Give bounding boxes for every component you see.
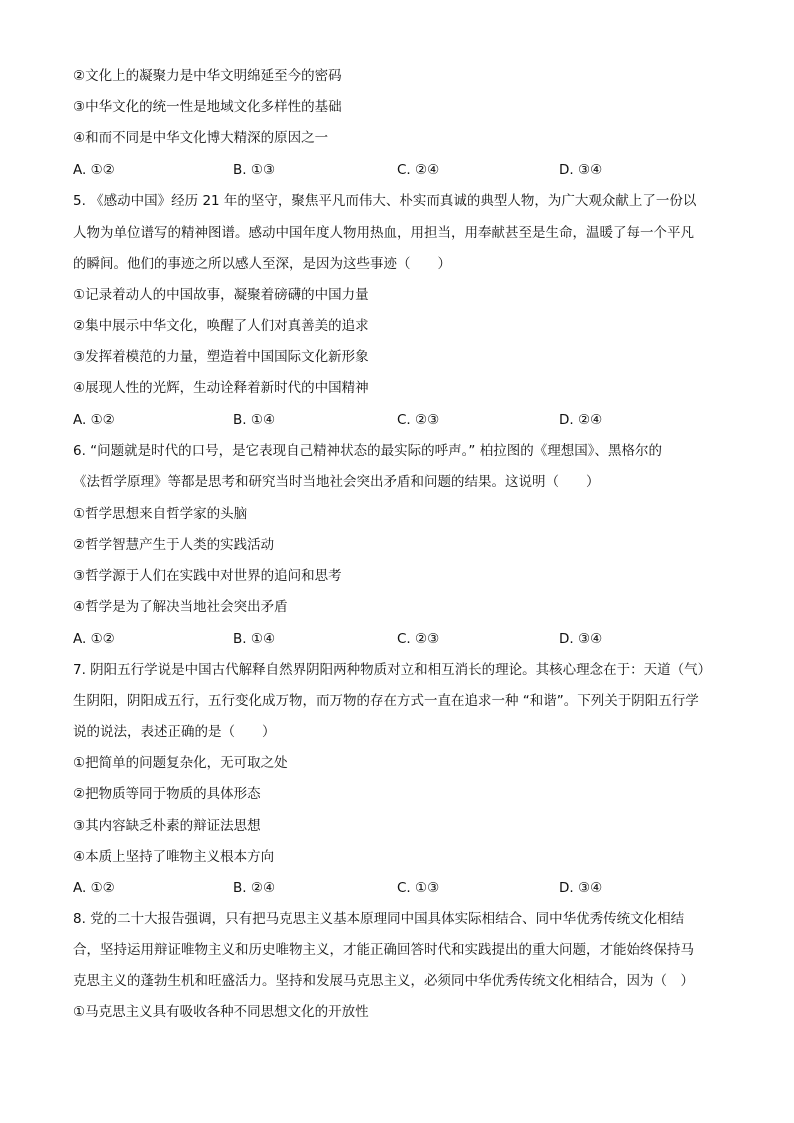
q5-stem-line-1: 5. 《感动中国》经历 21 年的坚守，聚焦平凡而伟大、朴实而真诚的典型人物，为广大观众献上了一份以 — [73, 193, 697, 209]
q4-statement-3: ③中华文化的统一性是地域文化多样性的基础 — [73, 99, 342, 115]
q7-statement-4: ④本质上坚持了唯物主义根本方向 — [73, 849, 275, 865]
q7-option-b: B. ②④ — [233, 880, 276, 896]
q5-option-d: D. ②④ — [559, 412, 603, 428]
q6-statement-4: ④哲学是为了解决当地社会突出矛盾 — [73, 599, 288, 615]
q5-stem-line-3: 的瞬间。他们的事迹之所以感人至深，是因为这些事迹（ ） — [73, 256, 451, 272]
q7-statement-1: ①把简单的问题复杂化，无可取之处 — [73, 755, 288, 771]
q5-statement-1: ①记录着动人的中国故事，凝聚着磅礴的中国力量 — [73, 287, 369, 303]
q4-options — [73, 161, 733, 179]
q7-stem-line-2: 生阴阳，阴阳成五行，五行变化成万物，而万物的存在方式一直在追求一种 “和谐”。下列关于阴阳五行学 — [73, 693, 699, 709]
q5-stem-line-2: 人物为单位谱写的精神图谱。感动中国年度人物用热血，用担当，用奉献甚至是生命，温暖了每一个平凡 — [73, 225, 694, 241]
q7-options — [73, 879, 733, 897]
q7-option-c: C. ①③ — [397, 880, 440, 896]
q7-statement-3: ③其内容缺乏朴素的辩证法思想 — [73, 818, 261, 834]
q5-option-a: A. ①② — [73, 412, 115, 428]
q4-option-a: A. ①② — [73, 162, 115, 178]
q4-statement-4: ④和而不同是中华文化博大精深的原因之一 — [73, 130, 329, 146]
q5-statement-2: ②集中展示中华文化，唤醒了人们对真善美的追求 — [73, 318, 369, 334]
q6-statement-3: ③哲学源于人们在实践中对世界的追问和思考 — [73, 568, 342, 584]
q4-statement-2: ②文化上的凝聚力是中华文明绵延至今的密码 — [73, 68, 342, 84]
q7-stem-line-1: 7. 阴阳五行学说是中国古代解释自然界阴阳两种物质对立和相互消长的理论。其核心理念在于：天道（气） — [73, 662, 712, 678]
q5-statement-4: ④展现人性的光辉，生动诠释着新时代的中国精神 — [73, 380, 369, 396]
q8-statement-1: ①马克思主义具有吸收各种不同思想文化的开放性 — [73, 1004, 369, 1020]
q5-statement-3: ③发挥着模范的力量，塑造着中国国际文化新形象 — [73, 349, 369, 365]
q6-option-c: C. ②③ — [397, 631, 440, 647]
q7-statement-2: ②把物质等同于物质的具体形态 — [73, 786, 261, 802]
q7-option-d: D. ③④ — [559, 880, 603, 896]
q4-option-d: D. ③④ — [559, 162, 603, 178]
q6-option-b: B. ①④ — [233, 631, 276, 647]
q5-options — [73, 411, 733, 429]
q6-options — [73, 630, 733, 648]
q8-stem-line-2: 合，坚持运用辩证唯物主义和历史唯物主义，才能正确回答时代和实践提出的重大问题，才能始终保持马 — [73, 942, 694, 958]
q6-statement-1: ①哲学思想来自哲学家的头脑 — [73, 506, 248, 522]
q4-option-c: C. ②④ — [397, 162, 440, 178]
q5-option-b: B. ①④ — [233, 412, 276, 428]
q8-stem-line-3: 克思主义的蓬勃生机和旺盛活力。坚持和发展马克思主义，必须同中华优秀传统文化相结合，因为（ ） — [73, 973, 694, 989]
q7-stem-line-3: 说的说法，表述正确的是（ ） — [73, 724, 276, 740]
q5-option-c: C. ②③ — [397, 412, 440, 428]
q6-stem-line-1: 6. “问题就是时代的口号，是它表现自己精神状态的最实际的呼声。” 柏拉图的《理想国》、黑格尔的 — [73, 443, 662, 459]
q4-option-b: B. ①③ — [233, 162, 276, 178]
q6-option-a: A. ①② — [73, 631, 115, 647]
q6-option-d: D. ③④ — [559, 631, 603, 647]
q8-stem-line-1: 8. 党的二十大报告强调，只有把马克思主义基本原理同中国具体实际相结合、同中华优秀传统文化相结 — [73, 911, 685, 927]
q6-stem-line-2: 《法哲学原理》等都是思考和研究当时当地社会突出矛盾和问题的结果。这说明（ ） — [73, 474, 600, 490]
q6-statement-2: ②哲学智慧产生于人类的实践活动 — [73, 537, 275, 553]
q7-option-a: A. ①② — [73, 880, 115, 896]
